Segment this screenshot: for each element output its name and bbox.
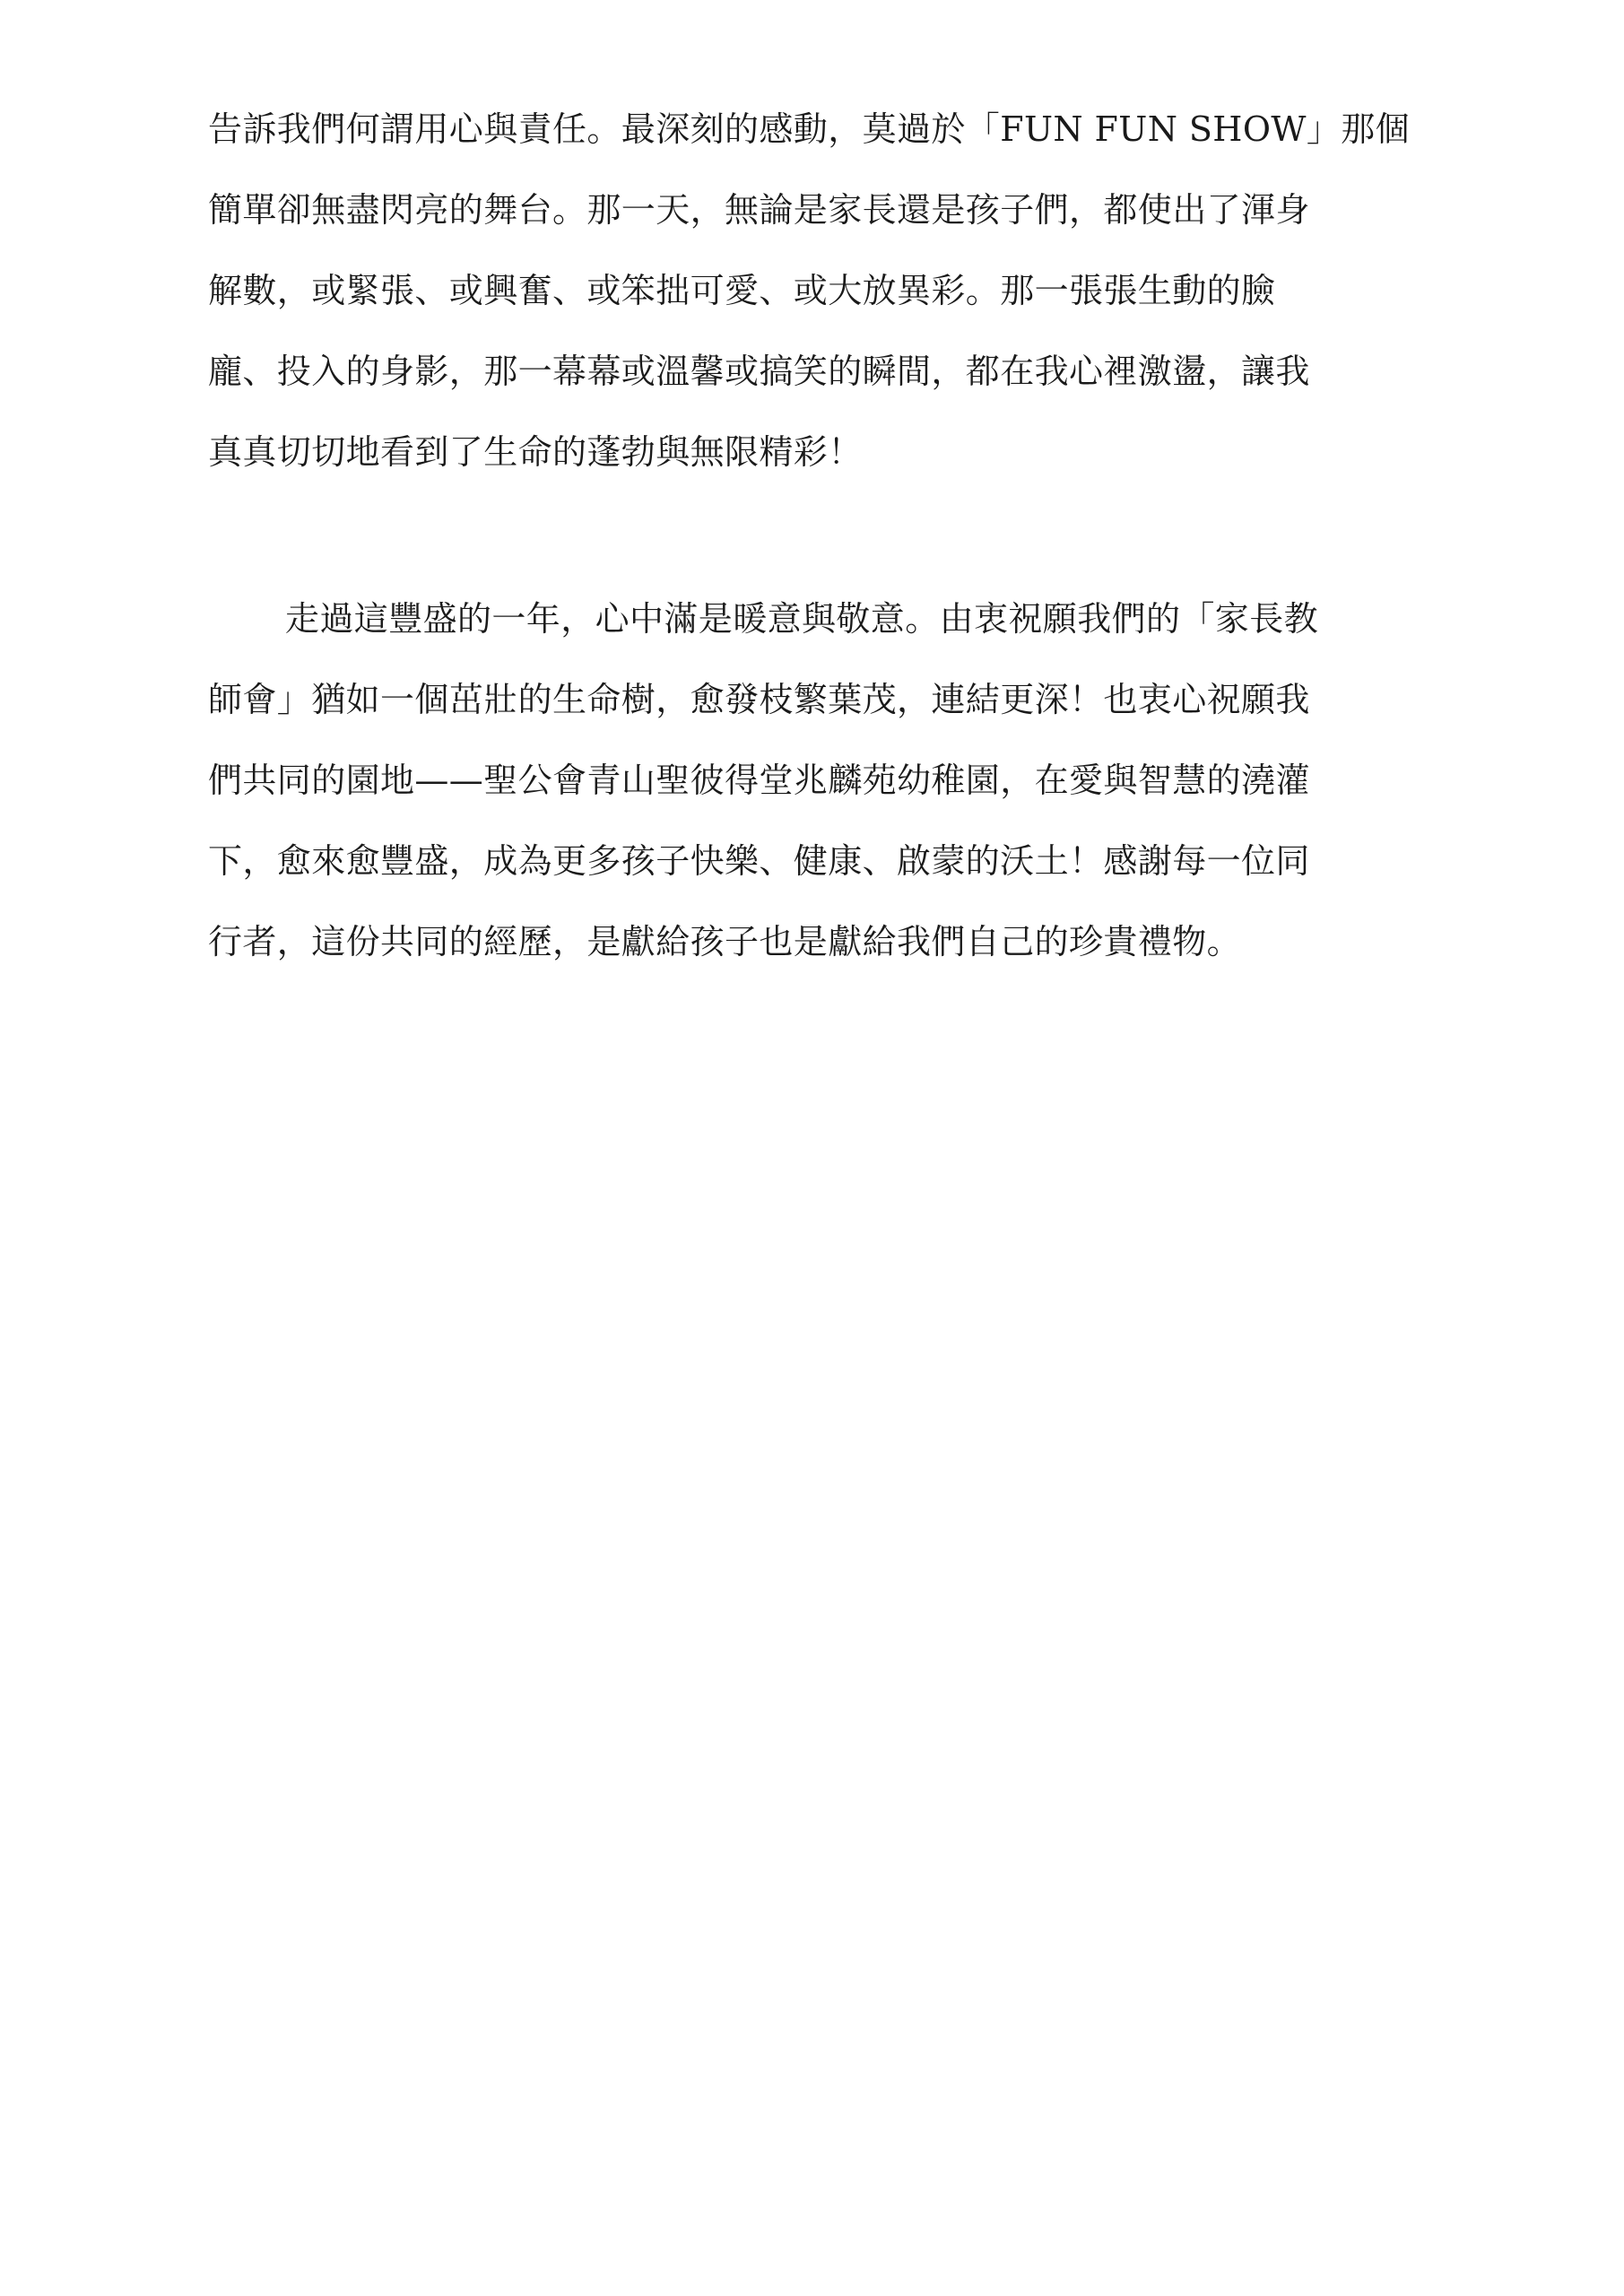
paragraph-1-line-5: 真真切切地看到了生命的蓬勃與無限精彩！ — [208, 432, 863, 472]
paragraph-2-line-1: 走過這豐盛的一年，心中滿是暖意與敬意。由衷祝願我們的「家長教 — [285, 599, 1319, 639]
paragraph-2-line-2: 師會」猶如一個茁壯的生命樹，愈發枝繁葉茂，連結更深！也衷心祝願我 — [208, 680, 1310, 719]
paragraph-1-line-2: 簡單卻無盡閃亮的舞台。那一天，無論是家長還是孩子們，都使出了渾身 — [208, 190, 1310, 230]
paragraph-2-line-4: 下，愈來愈豐盛，成為更多孩子快樂、健康、啟蒙的沃土！感謝每一位同 — [208, 841, 1310, 881]
paragraph-2-line-5: 行者，這份共同的經歷，是獻給孩子也是獻給我們自己的珍貴禮物。 — [208, 922, 1242, 961]
paragraph-1-line-3: 解數，或緊張、或興奮、或笨拙可愛、或大放異彩。那一張張生動的臉 — [208, 271, 1276, 310]
paragraph-1-line-4: 龐、投入的身影，那一幕幕或溫馨或搞笑的瞬間，都在我心裡激盪，讓我 — [208, 352, 1310, 391]
paragraph-2-line-3: 們共同的園地——聖公會青山聖彼得堂兆麟苑幼稚園，在愛與智慧的澆灌 — [208, 761, 1310, 800]
paragraph-1-line-1: 告訴我們何謂用心與責任。最深刻的感動，莫過於「FUN FUN SHOW」那個 — [208, 109, 1411, 149]
